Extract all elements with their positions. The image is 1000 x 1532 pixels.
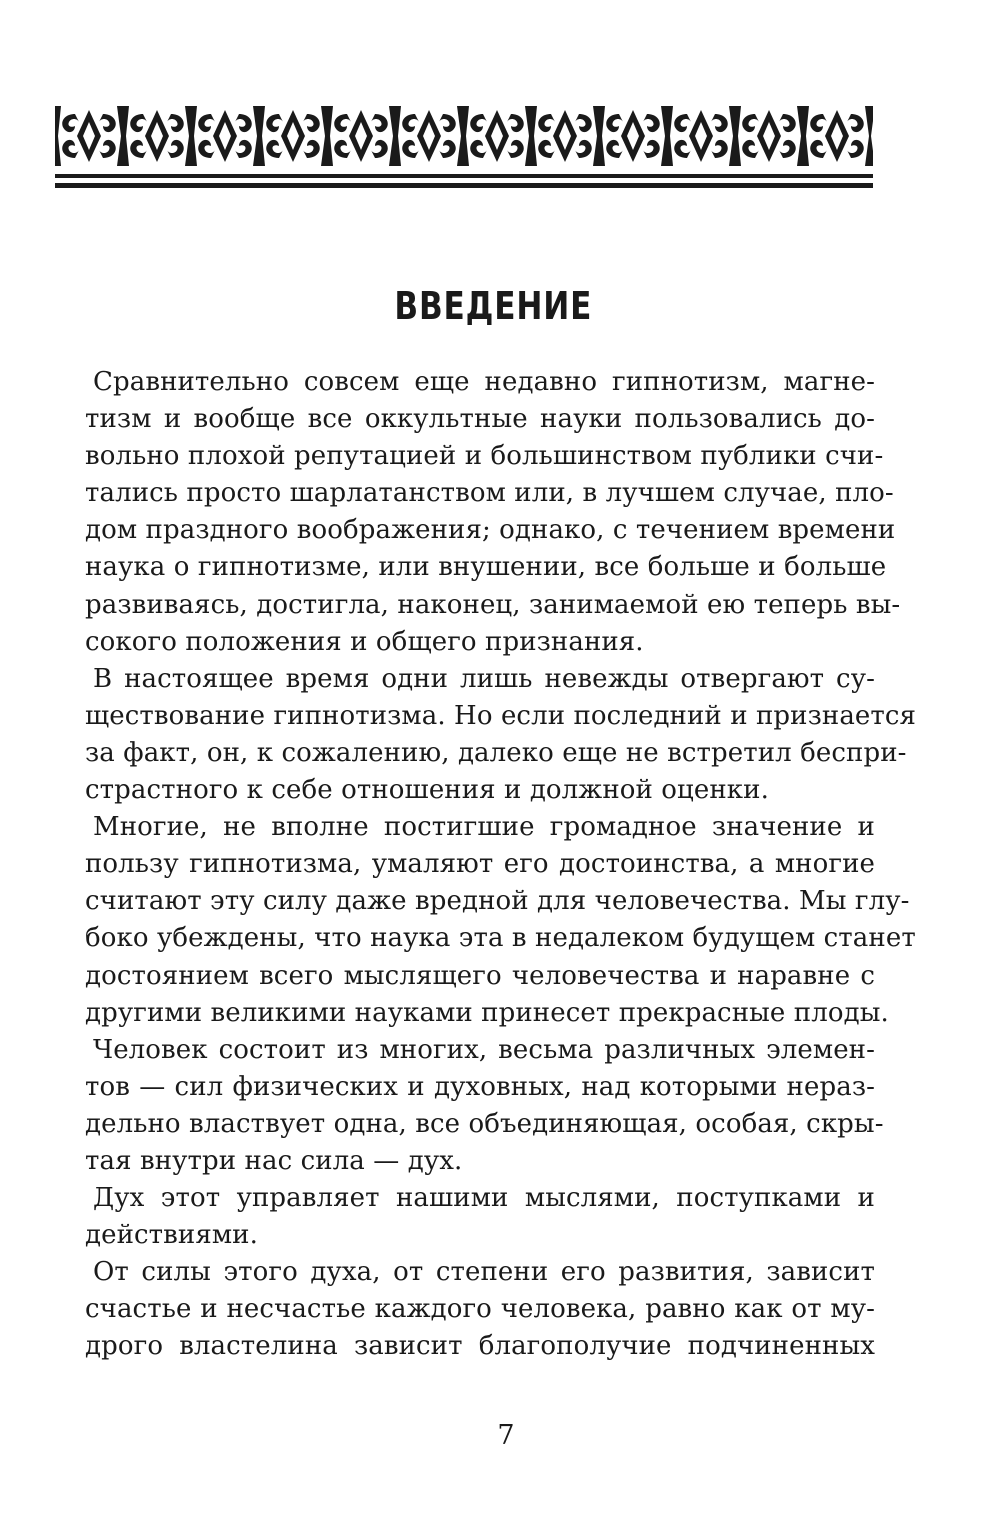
chapter-title: ВВЕДЕНИЕ: [394, 284, 593, 328]
text-line: Сравнительно совсем еще недавно гипнотизм, магне-: [93, 367, 875, 397]
text-line: развиваясь, достигла, наконец, занимаемой ею теперь вы-: [85, 589, 901, 620]
text-line: В настоящее время одни лишь невежды отвергают су-: [93, 663, 875, 694]
text-line: От силы этого духа, от степени его развития, зависит: [93, 1257, 875, 1288]
text-line: страстного к себе отношения и должной оценки.: [85, 775, 769, 806]
text-line: Многие, не вполне постигшие громадное значение и: [93, 812, 875, 843]
text-line: действиями.: [85, 1220, 258, 1251]
text-line: тизм и вообще все оккультные науки пользовались до-: [85, 404, 875, 435]
text-line: дельно властвует одна, все объединяющая, особая, скры-: [85, 1108, 884, 1139]
text-line: считают эту силу даже вредной для человечества. Мы глу-: [85, 886, 910, 917]
text-line: тались просто шарлатанством или, в лучшем случае, пло-: [85, 478, 894, 509]
paragraph: [85, 1254, 875, 1365]
paragraph: [85, 1180, 875, 1254]
text-line: счастье и несчастье каждого человека, равно как от му-: [85, 1294, 875, 1325]
text-line: сокого положения и общего признания.: [85, 626, 644, 657]
paragraph: [85, 661, 917, 809]
text-line: дрого властелина зависит благополучие подчиненных: [85, 1331, 875, 1362]
text-line: боко убеждены, что наука эта в недалеком будущем станет: [85, 923, 916, 954]
text-line: вольно плохой репутацией и большинством публики счи-: [85, 441, 884, 472]
text-line: другими великими науками принесет прекрасные плоды.: [85, 997, 889, 1028]
text-line: за факт, он, к сожалению, далеко еще не встретил беспри-: [85, 737, 907, 768]
text-line: ществование гипнотизма. Но если последний и признается: [85, 700, 917, 731]
text-line: тая внутри нас сила — дух.: [85, 1145, 463, 1176]
paragraph: [85, 809, 916, 1032]
body-text: [85, 364, 917, 1366]
paragraph: [85, 364, 901, 661]
text-line: достоянием всего мыслящего человечества и наравне с: [85, 960, 875, 991]
text-line: Человек состоит из многих, весьма различных элемен-: [93, 1034, 875, 1065]
text-line: пользу гипнотизма, умаляют его достоинства, а многие: [85, 849, 875, 880]
text-line: Дух этот управляет нашими мыслями, поступками и: [93, 1183, 875, 1214]
text-line: тов — сил физических и духовных, над которыми нераз-: [85, 1071, 875, 1102]
page-number: 7: [497, 1420, 515, 1451]
text-line: наука о гипнотизме, или внушении, все больше и больше: [85, 552, 887, 583]
decorative-border-ornament-icon: [55, 100, 873, 192]
paragraph: [85, 1032, 884, 1180]
text-line: дом праздного воображения; однако, с течением времени: [85, 515, 896, 546]
